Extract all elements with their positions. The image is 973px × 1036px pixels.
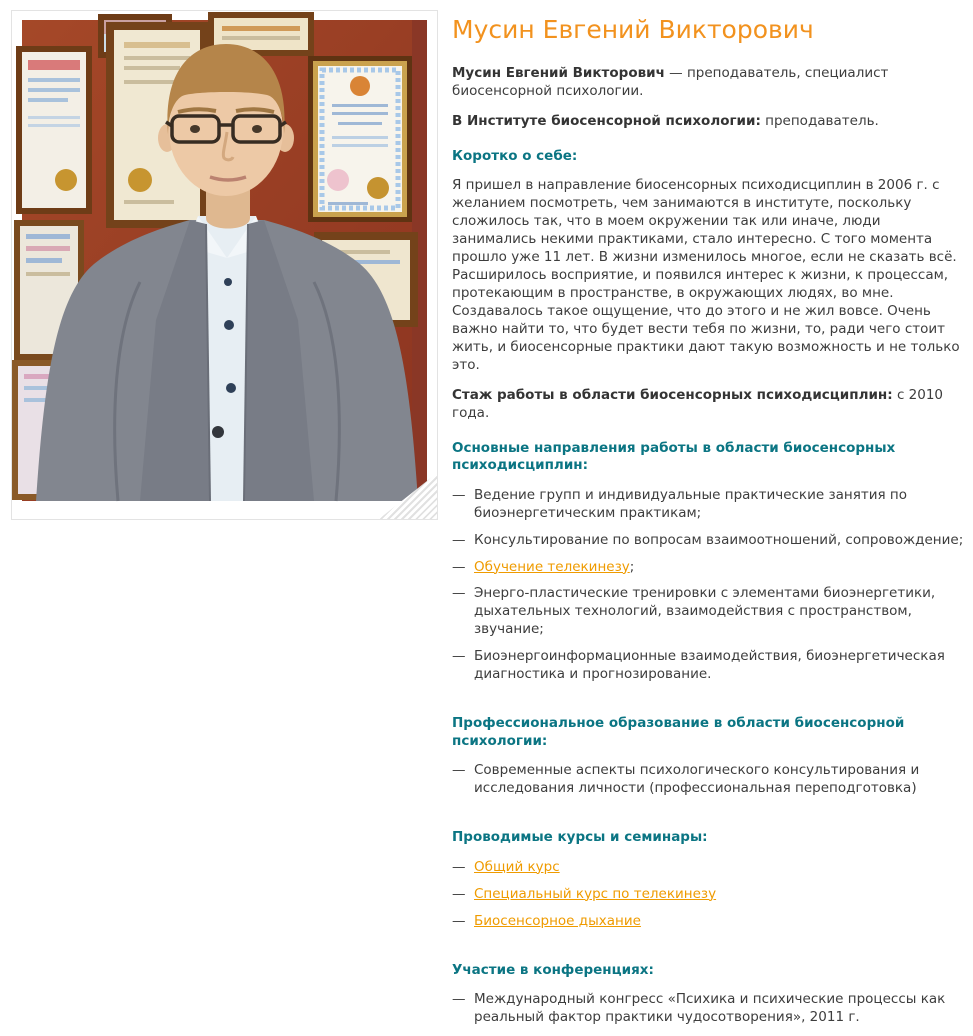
section-heading-courses: Проводимые курсы и семинары: [452, 829, 708, 846]
text-link[interactable]: Специальный курс по телекинезу [474, 885, 717, 902]
dash-bullet: — [452, 991, 466, 1008]
person-name: Мусин Евгений Викторович [452, 64, 665, 81]
dash-bullet: — [452, 648, 466, 665]
list-item [452, 886, 968, 904]
list-item: — Современные аспекты психологического консультирования и исследования личности (профессиональная переподготовка) [452, 762, 920, 797]
dash-bullet: — [452, 486, 466, 503]
eye [252, 125, 262, 133]
dash-bullet: — [452, 912, 466, 929]
intro-paragraph: Мусин Евгений Викторович — преподаватель, специалист биосенсорной психологии. [452, 64, 889, 99]
dash-bullet: — [452, 762, 466, 779]
about-text: Я пришел в направление биосенсорных психодисциплин в 2006 г. с желанием посмотреть, чем занимаются в институте, поскольку сложилось так, что в моем окружении так или иначе, люди занимались некими практиками, стало интересно. С того момента прошло уже 11 лет. В жизни изменилось многое, если не сказать всё. Расширилось восприятие, и появился интерес к жизни, к процессам, протекающим в пространстве, в окружающих людях, во мне. Создавалось такое ощущение, что до этого и не жил вовсе. Очень важно найти то, что будет вести тебя по жизни, то, ради чего стоит жить, и биосенсорные практики дают такую возможность и не только это. [452, 177, 960, 373]
directions-list [452, 487, 968, 685]
list-item [452, 859, 968, 877]
certificate-right-large [308, 56, 412, 222]
list-item: — Энерго-пластические тренировки с элементами биоэнергетики, дыхательных технологий, взаимодействия с пространством, звучание; [452, 585, 936, 638]
jacket-button [212, 426, 224, 438]
institute-role-paragraph: В Институте биосенсорной психологии: преподаватель. [452, 112, 879, 129]
section-heading-directions: Основные направления работы в области биосенсорных психодисциплин: [452, 439, 896, 474]
eye [190, 125, 200, 133]
institute-label: В Институте биосенсорной психологии: [452, 112, 761, 129]
page-title: Мусин Евгений Викторович [452, 15, 814, 44]
dash-bullet: — [452, 585, 466, 602]
list-item: — Консультирование по вопросам взаимоотношений, сопровождение; [452, 531, 964, 548]
education-list [452, 762, 968, 798]
dash-bullet: — [452, 858, 466, 875]
certificate-left-top [16, 46, 92, 214]
dash-bullet: — [452, 558, 466, 575]
list-item: — Обучение телекинезу; [452, 558, 635, 575]
experience-label: Стаж работы в области биосенсорных психодисциплин: [452, 386, 893, 403]
text-link[interactable]: Биосенсорное дыхание [474, 912, 641, 929]
experience-paragraph: Стаж работы в области биосенсорных психодисциплин: с 2010 года. [452, 386, 944, 421]
dash-bullet: — [452, 885, 466, 902]
section-heading-about: Коротко о себе: [452, 147, 578, 164]
photo-frame [11, 10, 438, 520]
conferences-list [452, 991, 968, 1027]
list-item: — Биоэнергоинформационные взаимодействия, биоэнергетическая диагностика и прогнозирование. [452, 648, 945, 683]
courses-list [452, 859, 968, 931]
text-link[interactable]: Общий курс [474, 858, 560, 875]
profile-content [452, 0, 968, 1036]
text-link[interactable]: Обучение телекинезу [474, 558, 630, 575]
list-item: — Международный конгресс «Психика и психические процессы как реальный фактор практики чудосотворения», 2011 г. [452, 991, 946, 1026]
section-heading-education: Профессиональное образование в области биосенсорной психологии: [452, 715, 905, 749]
profile-photo-illustration [22, 20, 427, 501]
dash-bullet: — [452, 531, 466, 548]
list-item [452, 913, 968, 931]
section-heading-conferences: Участие в конференциях: [452, 961, 654, 978]
list-item: — Ведение групп и индивидуальные практические занятия по биоэнергетическим практикам; [452, 486, 907, 521]
